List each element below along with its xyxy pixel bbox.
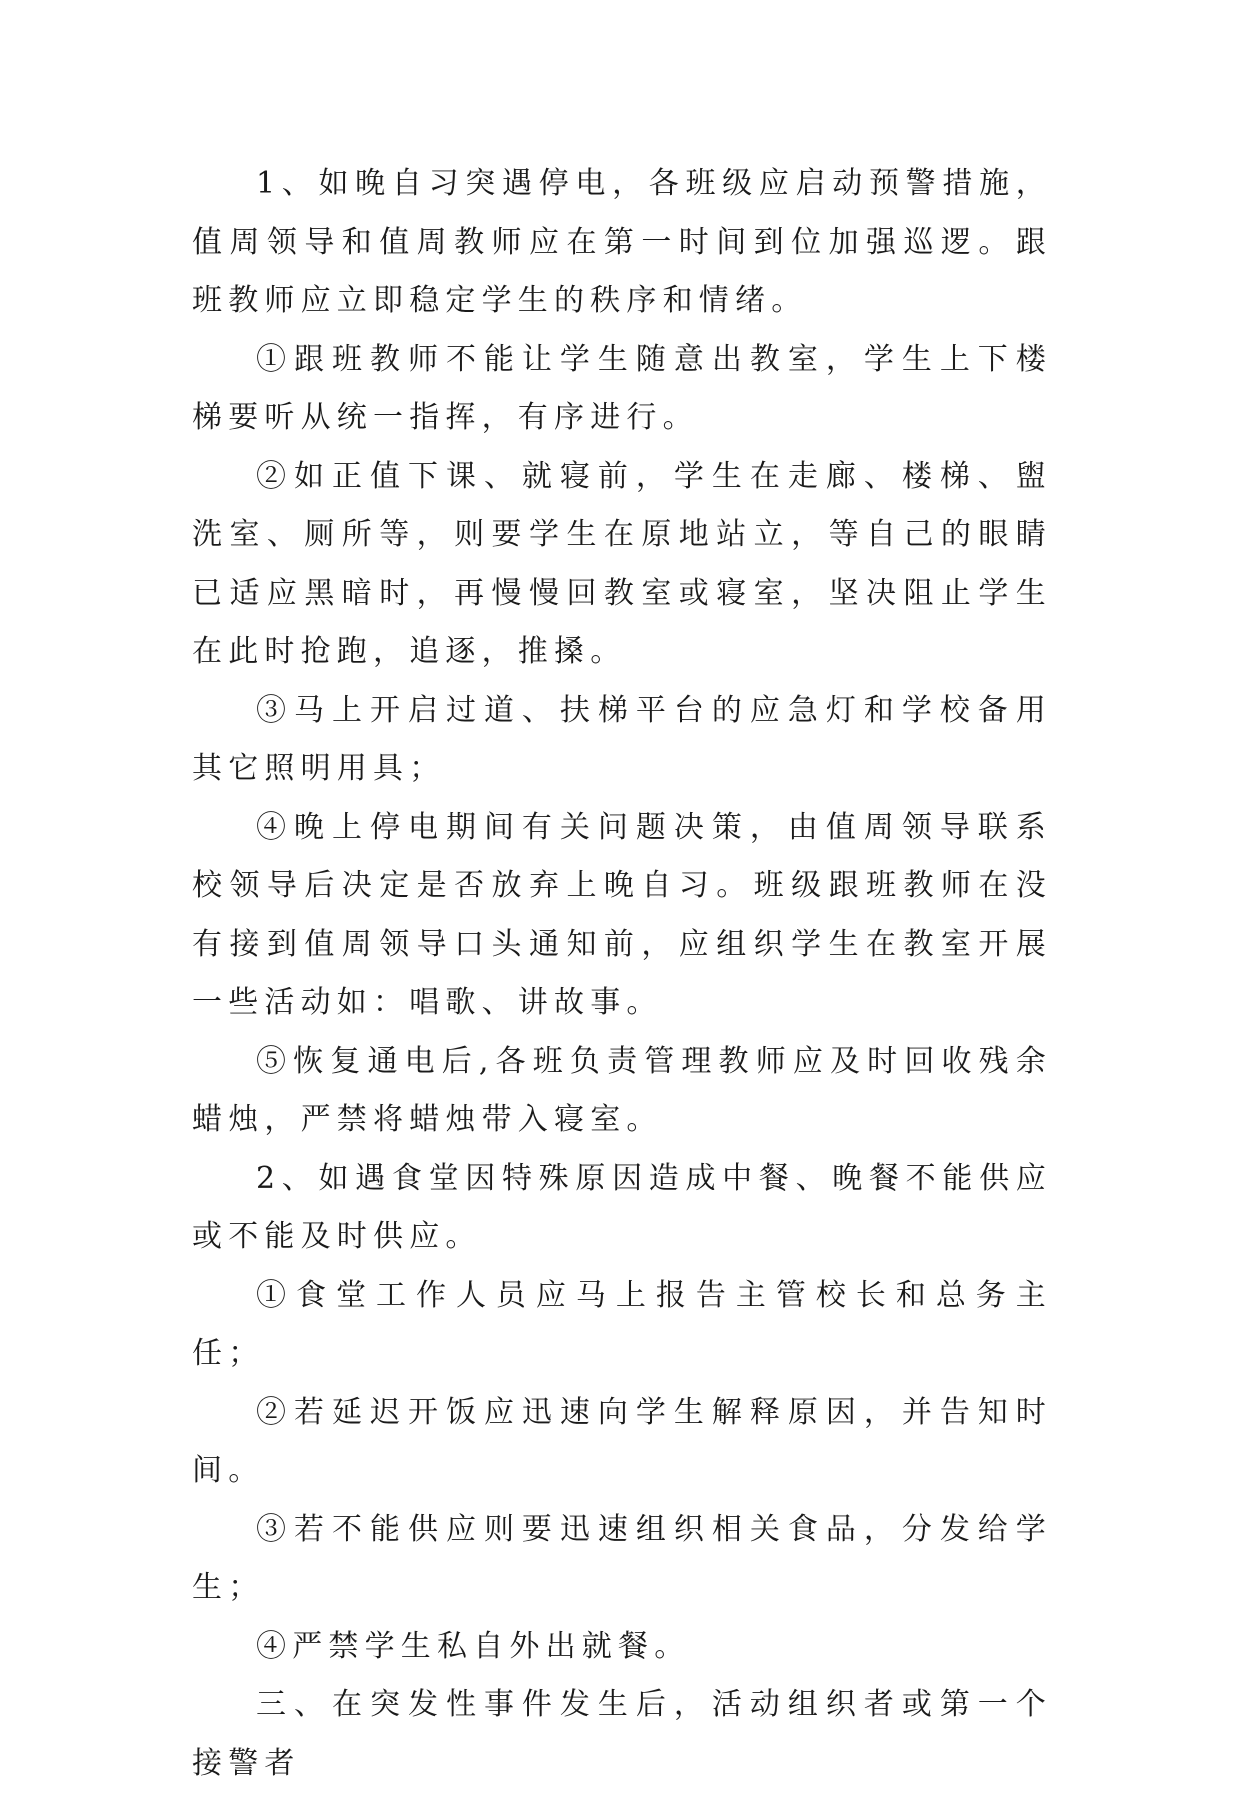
document-body bbox=[192, 155, 1052, 1793]
paragraph-outage-item-5: ⑤恢复通电后,各班负责管理教师应及时回收残余蜡烛，严禁将蜡烛带入寝室。 bbox=[192, 1043, 1052, 1137]
paragraph-outage-item-2: ②如正值下课、就寝前，学生在走廊、楼梯、盥洗室、厕所等，则要学生在原地站立，等自己的眼睛已适应黑暗时，再慢慢回教室或寝室，坚决阻止学生在此时抢跑，追逐，推搡。 bbox=[192, 458, 1052, 669]
paragraph-canteen-item-1: ①食堂工作人员应马上报告主管校长和总务主任； bbox=[192, 1277, 1052, 1371]
paragraph-outage-item-1: ①跟班教师不能让学生随意出教室，学生上下楼梯要听从统一指挥，有序进行。 bbox=[192, 341, 1052, 435]
paragraph-canteen-item-3: ③若不能供应则要迅速组织相关食品，分发给学生； bbox=[192, 1511, 1052, 1605]
paragraph-power-outage: 1、如晚自习突遇停电，各班级应启动预警措施，值周领导和值周教师应在第一时间到位加强巡逻。跟班教师应立即稳定学生的秩序和情绪。 bbox=[192, 166, 1052, 318]
paragraph-outage-item-3: ③马上开启过道、扶梯平台的应急灯和学校备用其它照明用具； bbox=[192, 692, 1052, 786]
paragraph-section-three: 三、在突发性事件发生后，活动组织者或第一个接警者 bbox=[192, 1687, 1052, 1781]
paragraph-canteen: 2、如遇食堂因特殊原因造成中餐、晚餐不能供应或不能及时供应。 bbox=[192, 1160, 1052, 1254]
paragraph-canteen-item-4: ④严禁学生私自外出就餐。 bbox=[256, 1628, 691, 1664]
paragraph-canteen-item-2: ②若延迟开饭应迅速向学生解释原因，并告知时间。 bbox=[192, 1394, 1052, 1488]
paragraph-outage-item-4: ④晚上停电期间有关问题决策，由值周领导联系校领导后决定是否放弃上晚自习。班级跟班教师在没有接到值周领导口头通知前，应组织学生在教室开展一些活动如：唱歌、讲故事。 bbox=[192, 809, 1052, 1020]
